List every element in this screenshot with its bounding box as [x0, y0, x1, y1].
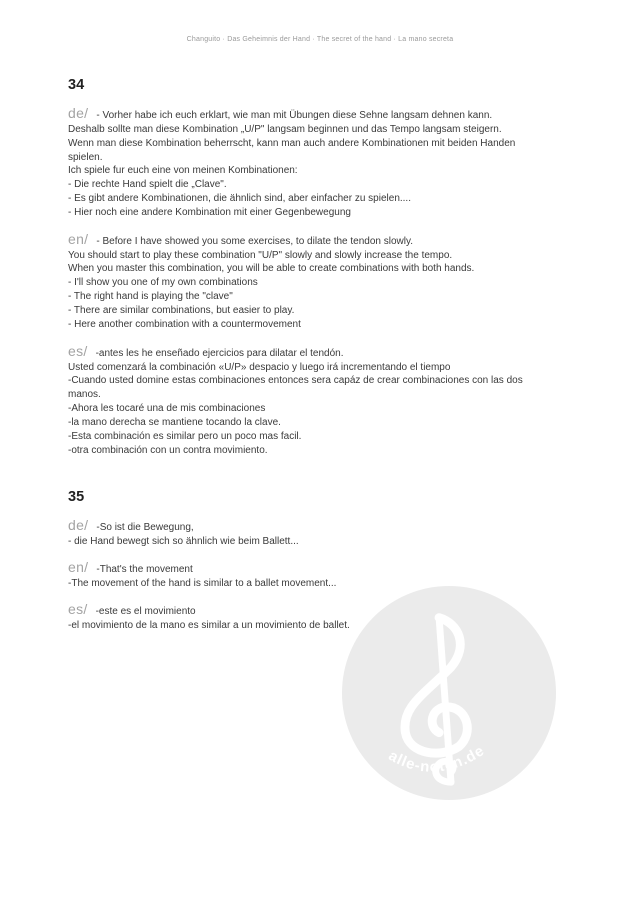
lang-tag-es: es/	[68, 600, 88, 617]
text-line: -Esta combinación es similar pero un poco mas facil.	[68, 430, 302, 442]
section-35-en-block	[68, 561, 573, 591]
lang-tag-de: de/	[68, 517, 89, 534]
lang-tag-de: de/	[68, 105, 89, 121]
watermark-text: alle-noten.de	[385, 742, 488, 776]
text-line: - Hier noch eine andere Kombination mit einer Gegenbewegung	[68, 206, 351, 218]
section-number-34: 34	[68, 77, 85, 93]
section-34-en-block	[68, 230, 573, 332]
text-line: -Cuando usted domine estas combinaciones entonces sera capáz de crear combinaciones con las dos	[68, 375, 523, 387]
text-line: - die Hand bewegt sich so ähnlich wie beim Ballett...	[68, 536, 299, 548]
text-line: Ich spiele fur euch eine von meinen Kombinationen:	[68, 165, 298, 177]
text-line: spielen.	[68, 151, 103, 163]
text-line: - Die rechte Hand spielt die „Clave".	[68, 179, 227, 191]
lang-tag-en: en/	[68, 230, 89, 247]
text-line: Deshalb sollte man diese Kombination „U/P" langsam beginnen und das Tempo langsam steigern.	[68, 123, 502, 135]
section-34-de-block	[68, 107, 573, 220]
lang-tag-es: es/	[68, 342, 88, 359]
running-header: Changuito · Das Geheimnis der Hand · The secret of the hand · La mano secreta	[186, 36, 454, 43]
text-line: - Es gibt andere Kombinationen, die ähnlich sind, aber einfacher zu spielen....	[68, 193, 411, 205]
text-line: - Vorher habe ich euch erklart, wie man mit Übungen diese Sehne langsam dehnen kann.	[96, 110, 493, 121]
text-line: - I'll show you one of my own combinations	[68, 277, 258, 289]
text-line: - The right hand is playing the "clave"	[68, 291, 233, 303]
section-35-de-block	[68, 519, 573, 549]
text-line: When you master this combination, you will be able to create combinations with both hands.	[68, 263, 475, 275]
text-line: You should start to play these combination "U/P" slowly and slowly increase the tempo.	[68, 249, 453, 261]
lang-tag-en: en/	[68, 559, 89, 576]
text-line: - Before I have showed you some exercises, to dilate the tendon slowly.	[96, 235, 414, 247]
text-line: -So ist die Bewegung,	[96, 522, 194, 534]
text-line: - There are similar combinations, but easier to play.	[68, 304, 295, 316]
text-line: -That's the movement	[96, 564, 193, 576]
text-line: -este es el movimiento	[95, 605, 196, 617]
text-line: -antes les he enseñado ejercicios para dilatar el tendón.	[95, 347, 344, 359]
text-line: Wenn man diese Kombination beherrscht, kann man auch andere Kombinationen mit beiden Handen	[68, 137, 516, 149]
document-body	[68, 76, 573, 644]
section-34-es-block	[68, 342, 573, 458]
text-line: - Here another combination with a countermovement	[68, 318, 301, 330]
section-35-es-block	[68, 600, 573, 633]
text-line: -The movement of the hand is similar to a ballet movement...	[68, 577, 337, 589]
text-line: -el movimiento de la mano es similar a un movimiento de ballet.	[68, 619, 350, 631]
text-line: -Ahora les tocaré una de mis combinaciones	[68, 403, 266, 415]
text-line: -la mano derecha se mantiene tocando la clave.	[68, 416, 281, 428]
text-line: -otra combinación con un contra movimiento.	[68, 444, 268, 456]
section-number-35: 35	[68, 489, 85, 506]
text-line: Usted comenzará la combinación «U/P» despacio y luego irá incrementando el tiempo	[68, 361, 451, 373]
text-line: manos.	[68, 389, 101, 401]
